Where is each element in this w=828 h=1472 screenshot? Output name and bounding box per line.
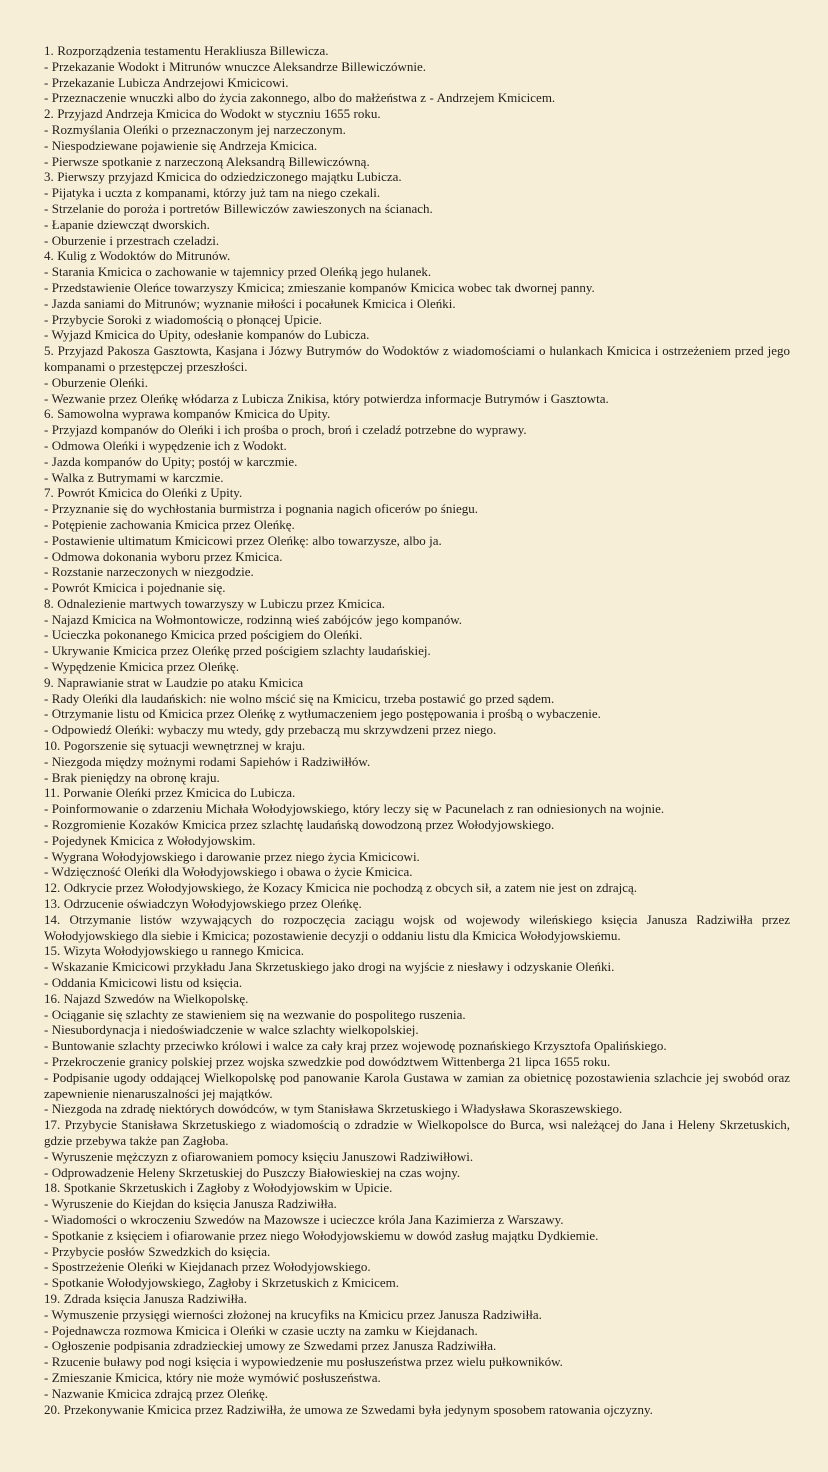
outline-bullet: - Spostrzeżenie Oleńki w Kiejdanach przez Wołodyjowskiego. bbox=[44, 1259, 371, 1275]
outline-bullet: - Wygrana Wołodyjowskiego i darowanie przez niego życia Kmicicowi. bbox=[44, 848, 420, 864]
outline-bullet: - Odpowiedź Oleńki: wybaczy mu wtedy, gdy przebaczą mu skrzywdzeni przez niego. bbox=[44, 722, 497, 738]
outline-bullet: - Poinformowanie o zdarzeniu Michała Wołodyjowskiego, który leczy się w Pacunelach z ran odniesionych na wojnie. bbox=[44, 801, 665, 817]
outline-bullet: - Ucieczka pokonanego Kmicica przed pościgiem do Oleńki. bbox=[44, 627, 363, 643]
outline-bullet: - Wymuszenie przysięgi wierności złożonej na krucyfiks na Kmicicu przez Janusza Radziwiłła. bbox=[44, 1306, 542, 1322]
outline-bullet: - Otrzymanie listu od Kmicica przez Oleńkę z wytłumaczeniem jego postępowania i prośbą o wybaczenie. bbox=[44, 706, 601, 722]
outline-item-heading: 19. Zdrada księcia Janusza Radziwiłła. bbox=[44, 1290, 247, 1306]
outline-bullet: - Oburzenie i przestrach czeladzi. bbox=[44, 232, 220, 248]
outline-item-heading: 10. Pogorszenie się sytuacji wewnętrznej w kraju. bbox=[44, 738, 306, 754]
outline-bullet: - Rady Oleńki dla laudańskich: nie wolno mścić się na Kmicicu, trzeba postawić go przed sądem. bbox=[44, 690, 555, 706]
outline-item-heading: 3. Pierwszy przyjazd Kmicica do odziedziczonego majątku Lubicza. bbox=[44, 169, 402, 185]
outline-bullet: - Potępienie zachowania Kmicica przez Oleńkę. bbox=[44, 516, 295, 532]
outline-bullet: - Zmieszanie Kmicica, który nie może wymówić posłuszeństwa. bbox=[44, 1369, 381, 1385]
outline-bullet: - Pojednawcza rozmowa Kmicica i Oleńki w czasie uczty na zamku w Kiejdanach. bbox=[44, 1322, 478, 1338]
outline-bullet: - Przybycie Soroki z wiadomością o płonącej Upicie. bbox=[44, 311, 322, 327]
outline-item-heading: 6. Samowolna wyprawa kompanów Kmicica do Upity. bbox=[44, 406, 331, 422]
outline-item-heading: 11. Porwanie Oleńki przez Kmicica do Lubicza. bbox=[44, 785, 296, 801]
outline-bullet: - Przeznaczenie wnuczki albo do życia zakonnego, albo do małżeństwa z - Andrzejem Kmicicem. bbox=[44, 90, 556, 106]
outline-bullet: - Przekroczenie granicy polskiej przez wojska szwedzkie pod dowództwem Wittenberga 21 lipca 1655 roku. bbox=[44, 1054, 611, 1069]
outline-bullet: - Strzelanie do poroża i portretów Billewiczów zawieszonych na ścianach. bbox=[44, 200, 433, 216]
outline-bullet: - Buntowanie szlachty przeciwko królowi i walce za cały kraj przez wojewodę poznańskiego Krzysztofa Opalińskiego. bbox=[44, 1038, 667, 1054]
outline-bullet: - Wezwanie przez Oleńkę włódarza z Lubicza Znikisa, który potwierdza informacje Butrymów i Gasztowta. bbox=[44, 390, 609, 406]
outline-bullet: - Łapanie dziewcząt dworskich. bbox=[44, 216, 210, 232]
outline-item-heading: 14. Otrzymanie listów wzywających do rozpoczęcia zaciągu wojsk od wojewody wileńskiego księcia Janusza Radziwiłła przez Wołodyjowskiego dla siebie i Kmicica; pozostawienie decyzji o oddaniu listu dla Kmicica Wołodyjowskiemu. bbox=[44, 911, 790, 943]
outline-bullet: - Spotkanie z księciem i ofiarowanie przez niego Wołodyjowskiemu w dowód zasług majątku Dydkiemie. bbox=[44, 1227, 599, 1243]
outline-item-heading: 17. Przybycie Stanisława Skrzetuskiego z wiadomością o zdradzie w Wielkopolsce do Burca, wsi należącej do Jana i Heleny Skrzetuskich, gdzie przebywa także pan Zagłoba. bbox=[44, 1117, 790, 1148]
outline-bullet: - Ociąganie się szlachty ze stawieniem się na wezwanie do pospolitego ruszenia. bbox=[44, 1006, 466, 1022]
outline-bullet: - Wyruszenie do Kiejdan do księcia Janusza Radziwiłła. bbox=[44, 1196, 337, 1212]
outline-bullet: - Przyjazd kompanów do Oleńki i ich prośba o proch, broń i czeladź potrzebne do wyprawy. bbox=[44, 422, 527, 438]
outline-bullet: - Niezgoda między możnymi rodami Sapiehów i Radziwiłłów. bbox=[44, 753, 371, 769]
outline-bullet: - Odprowadzenie Heleny Skrzetuskiej do Puszczy Białowieskiej na czas wojny. bbox=[44, 1164, 461, 1180]
outline-item-heading: 8. Odnalezienie martwych towarzyszy w Lubiczu przez Kmicica. bbox=[44, 595, 386, 611]
outline-bullet: - Wdzięczność Oleńki dla Wołodyjowskiego i obawa o życie Kmicica. bbox=[44, 864, 413, 880]
outline-item-heading: 7. Powrót Kmicica do Oleńki z Upity. bbox=[44, 485, 243, 501]
outline-item-heading: 16. Najazd Szwedów na Wielkopolskę. bbox=[44, 990, 249, 1006]
outline-bullet: - Przybycie posłów Szwedzkich do księcia. bbox=[44, 1243, 271, 1259]
outline-bullet: - Wyjazd Kmicica do Upity, odesłanie kompanów do Lubicza. bbox=[44, 327, 370, 343]
outline-bullet: - Starania Kmicica o zachowanie w tajemnicy przed Oleńką jego hulanek. bbox=[44, 264, 432, 280]
outline-bullet: - Spotkanie Wołodyjowskiego, Zagłoby i Skrzetuskich z Kmicicem. bbox=[44, 1275, 400, 1291]
outline-bullet: - Przyznanie się do wychłostania burmistrza i pognania nagich oficerów po śniegu. bbox=[44, 501, 478, 517]
outline-bullet: - Wypędzenie Kmicica przez Oleńkę. bbox=[44, 659, 240, 675]
outline-bullet: - Najazd Kmicica na Wołmontowicze, rodzinną wieś zabójców jego kompanów. bbox=[44, 611, 463, 627]
outline-bullet: - Podpisanie ugody oddającej Wielkopolskę pod panowanie Karola Gustawa w zamian za obietnicę pozostawienia szlachcie jej swobód oraz zapewnienie nienaruszalności jej majątków. bbox=[44, 1069, 790, 1101]
outline-item-heading: 2. Przyjazd Andrzeja Kmicica do Wodokt w styczniu 1655 roku. bbox=[44, 106, 381, 122]
outline-item-heading: 12. Odkrycie przez Wołodyjowskiego, że Kozacy Kmicica nie pochodzą z obcych sił, a zatem nie jest on zdrajcą. bbox=[44, 880, 638, 896]
outline-bullet: - Przedstawienie Oleńce towarzyszy Kmicica; zmieszanie kompanów Kmicica wobec tak dwornej panny. bbox=[44, 279, 595, 295]
outline-bullet: - Oburzenie Oleńki. bbox=[44, 374, 149, 390]
outline-bullet: - Rozgromienie Kozaków Kmicica przez szlachtę laudańską dowodzoną przez Wołodyjowskiego. bbox=[44, 817, 555, 833]
outline-bullet: - Jazda saniami do Mitrunów; wyznanie miłości i pocałunek Kmicica i Oleńki. bbox=[44, 295, 456, 311]
outline-bullet: - Powrót Kmicica i pojednanie się. bbox=[44, 580, 226, 596]
outline-bullet: - Rzucenie buławy pod nogi księcia i wypowiedzenie mu posłuszeństwa przez wielu pułkowników. bbox=[44, 1354, 563, 1370]
outline-item-heading: 13. Odrzucenie oświadczyn Wołodyjowskiego przez Oleńkę. bbox=[44, 896, 362, 912]
outline-bullet: - Niesubordynacja i niedoświadczenie w walce szlachty wielkopolskiej. bbox=[44, 1022, 419, 1038]
outline-bullet: - Pojedynek Kmicica z Wołodyjowskim. bbox=[44, 832, 256, 848]
outline-bullet: - Ukrywanie Kmicica przez Oleńkę przed pościgiem szlachty laudańskiej. bbox=[44, 643, 431, 659]
outline-bullet: - Wskazanie Kmicicowi przykładu Jana Skrzetuskiego jako drogi na wyjście z niesławy i odzyskanie Oleńki. bbox=[44, 959, 615, 975]
outline-bullet: - Rozstanie narzeczonych w niezgodzie. bbox=[44, 564, 254, 580]
outline-bullet: - Jazda kompanów do Upity; postój w karczmie. bbox=[44, 453, 298, 469]
outline-item-heading: 18. Spotkanie Skrzetuskich i Zagłoby z Wołodyjowskim w Upicie. bbox=[44, 1180, 393, 1196]
outline-bullet: - Ogłoszenie podpisania zdradzieckiej umowy ze Szwedami przez Janusza Radziwiłła. bbox=[44, 1338, 497, 1354]
outline-bullet: - Wyruszenie mężczyzn z ofiarowaniem pomocy księciu Januszowi Radziwiłłowi. bbox=[44, 1148, 474, 1164]
outline-bullet: - Przekazanie Lubicza Andrzejowi Kmicicowi. bbox=[44, 74, 289, 90]
outline-item-heading: 4. Kulig z Wodoktów do Mitrunów. bbox=[44, 248, 231, 264]
outline-item-heading: 5. Przyjazd Pakosza Gasztowta, Kasjana i Józwy Butrymów do Wodoktów z wiadomościami o hulankach Kmicica i ostrzeżeniem przed jego kompanami o przestępczej przeszłości. bbox=[44, 343, 790, 374]
outline-bullet: - Odmowa Oleńki i wypędzenie ich z Wodokt. bbox=[44, 437, 287, 453]
outline-bullet: - Niezgoda na zdradę niektórych dowódców, w tym Stanisława Skrzetuskiego i Władysława Skoraszewskiego. bbox=[44, 1101, 623, 1117]
outline-bullet: - Pijatyka i uczta z kompanami, którzy już tam na niego czekali. bbox=[44, 185, 381, 201]
outline-item-heading: 15. Wizyta Wołodyjowskiego u rannego Kmicica. bbox=[44, 943, 304, 959]
outline-bullet: - Oddania Kmicicowi listu od księcia. bbox=[44, 975, 243, 991]
outline-bullet: - Niespodziewane pojawienie się Andrzeja Kmicica. bbox=[44, 137, 318, 153]
outline-bullet: - Przekazanie Wodokt i Mitrunów wnuczce Aleksandrze Billewiczównie. bbox=[44, 58, 427, 74]
outline-bullet: - Pierwsze spotkanie z narzeczoną Aleksandrą Billewiczówną. bbox=[44, 153, 370, 169]
outline-list bbox=[44, 43, 790, 1417]
outline-bullet: - Nazwanie Kmicica zdrajcą przez Oleńkę. bbox=[44, 1385, 269, 1401]
outline-bullet: - Brak pieniędzy na obronę kraju. bbox=[44, 769, 220, 785]
outline-bullet: - Wiadomości o wkroczeniu Szwedów na Mazowsze i ucieczce króla Jana Kazimierza z Warszawy. bbox=[44, 1211, 564, 1227]
outline-bullet: - Odmowa dokonania wyboru przez Kmicica. bbox=[44, 548, 283, 564]
outline-bullet: - Walka z Butrymami w karczmie. bbox=[44, 469, 224, 485]
outline-item-heading: 20. Przekonywanie Kmicica przez Radziwiłła, że umowa ze Szwedami była jedynym sposobem ratowania ojczyzny. bbox=[44, 1401, 653, 1417]
outline-item-heading: 9. Naprawianie strat w Laudzie po ataku Kmicica bbox=[44, 674, 304, 690]
outline-bullet: - Rozmyślania Oleńki o przeznaczonym jej narzeczonym. bbox=[44, 121, 346, 137]
outline-item-heading: 1. Rozporządzenia testamentu Herakliusza Billewicza. bbox=[44, 43, 329, 58]
outline-bullet: - Postawienie ultimatum Kmicicowi przez Oleńkę: albo towarzysze, albo ja. bbox=[44, 532, 442, 548]
